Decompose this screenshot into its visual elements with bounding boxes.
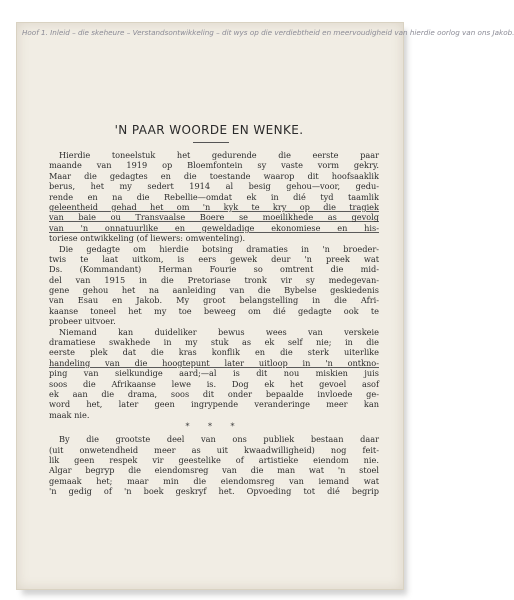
text-line: soos die Afrikaanse lewe is. Dog ek het gevoel asof	[49, 378, 379, 389]
text-line: probeer uitvoer.	[49, 316, 116, 327]
text-line: By die grootste deel van ons publiek bestaan daar	[59, 434, 379, 445]
underlined-line: van 'n onnatuurlike en geweldadige ekonomiese en his-	[49, 222, 379, 233]
pencil-annotation: Hoof 1. Inleid – die skeheure – Verstandsontwikkeling – dit wys op die verdiebtheid en meervoudigheid van hierdie oorlog van ons Jakob.	[22, 28, 514, 37]
text-line: (uit onwetendheid meer as uit kwaadwilligheid) nog feit-	[49, 444, 379, 455]
text-line: toriese ontwikkeling (of liewers: omwenteling).	[49, 233, 246, 244]
section-divider-stars: * * *	[185, 422, 243, 432]
text-line: Ds. (Kommandant) Herman Fourie so omtrent die mid-	[49, 264, 379, 275]
text-line: 'n gedig of 'n boek geskryf het. Opvoeding tot dié begrip	[49, 486, 379, 497]
text-line: maande van 1919 op Bloemfontein sy vaste vorm gekry.	[49, 160, 379, 171]
text-line: gemaak het; maar min die eiendomsreg van iemand wat	[49, 475, 379, 486]
text-line: eerste plek dat die kras konflik en die sterk uiterlike	[49, 347, 379, 358]
text-line: Niemand kan duideliker bewus wees van verskeie	[59, 326, 379, 337]
text-line: ping van sielkundige aard;—al is dit nou miskien juis	[49, 368, 379, 379]
text-line: word het, later geen ingrypende veranderinge meer kan	[49, 399, 379, 410]
page-heading: 'N PAAR WOORDE EN WENKE.	[114, 123, 304, 137]
text-line: del van 1915 in die Pretoriase tronk vir sy medegevan-	[49, 274, 379, 285]
text-line: berus, het my sedert 1914 al besig gehou—voor, gedu-	[49, 181, 379, 192]
text-line: ek aan die drama, soos dit onder bepaalde invloede ge-	[49, 388, 379, 399]
text-line: Algar begryp die eiendomsreg van die man wat 'n stoel	[49, 465, 379, 476]
text-line: kaanse toneel het my toe beweeg om dié gedagte ook te	[49, 305, 379, 316]
body-text	[49, 150, 379, 497]
text-line: rende en na die Rebellie—omdat ek in dié tyd taamlik	[49, 191, 379, 202]
text-line: van Esau en Jakob. My groot belangstelling in die Afri-	[49, 295, 379, 306]
text-line: maak nie.	[49, 409, 90, 420]
text-line: lik geen respek vir geestelike of artistieke eiendom nie.	[49, 454, 379, 465]
underlined-line: geleentheid gehad het om 'n kyk te kry op die tragiek	[49, 201, 379, 212]
text-line: gene gehou het na aanleiding van die Bybelse geskiedenis	[49, 285, 379, 296]
text-line: Die gedagte om hierdie botsing dramaties in 'n broeder-	[59, 243, 379, 254]
text-line: dramatiese swakhede in my stuk as ek self nie; in die	[49, 337, 379, 348]
underlined-line: handeling van die hoogtepunt later uitloop in 'n ontkno-	[49, 357, 379, 368]
text-line: Hierdie toneelstuk het gedurende die eerste paar	[59, 150, 379, 160]
text-line: twis te laat uitkom, is eers gewek deur 'n preek wat	[49, 253, 379, 264]
heading-rule	[193, 142, 229, 143]
underlined-line: van baie ou Transvaalse Boere se moeilikhede as gevolg	[49, 212, 379, 223]
text-line: Maar die gedagtes en die toestande waarop dit hoofsaaklik	[49, 170, 379, 181]
